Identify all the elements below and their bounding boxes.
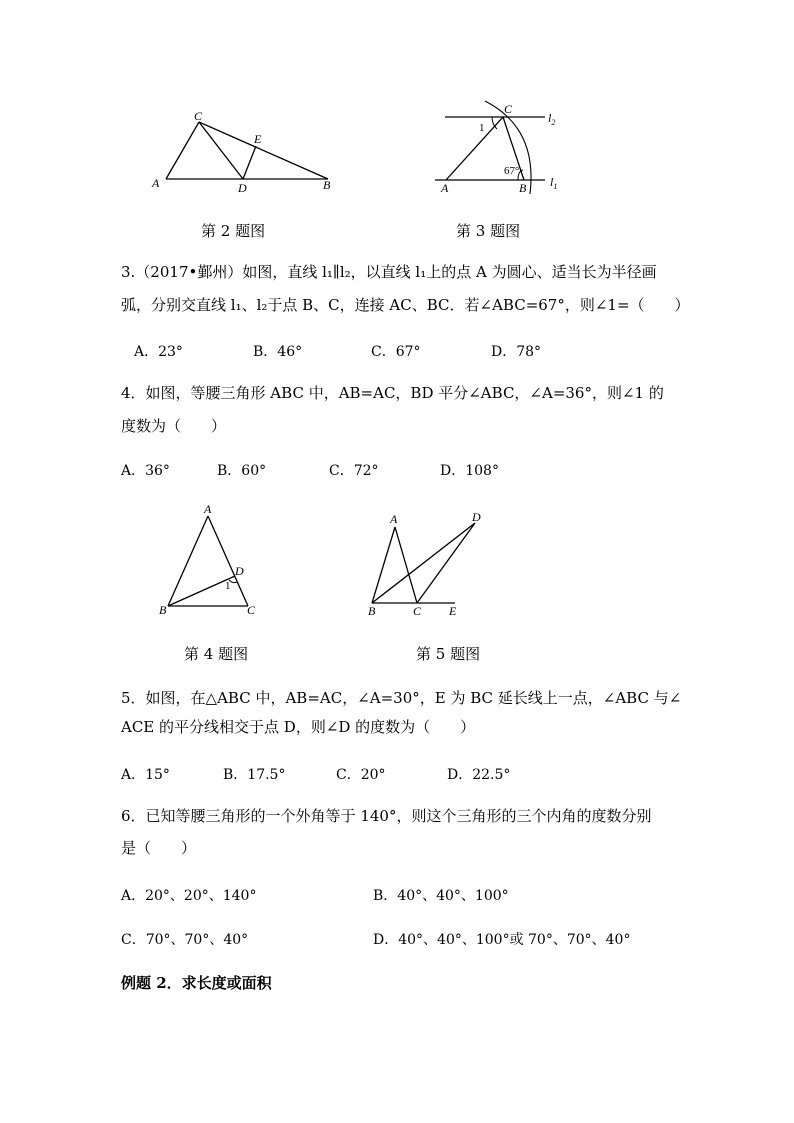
- fig3-label-l2: $l_2$: [548, 111, 556, 127]
- question-5-line-1: 5．如图，在△ABC 中，AB=AC，∠A=30°，E 为 BC 延长线上一点，∠ABC 与∠: [121, 689, 682, 707]
- q3-option-b: B．46°: [253, 344, 303, 360]
- question-4-line-1: 4．如图，等腰三角形 ABC 中，AB=AC，BD 平分∠ABC，∠A=36°，则∠1 的: [121, 384, 664, 402]
- fig4-label-D: D: [235, 564, 244, 578]
- fig3-label-B: B: [519, 181, 527, 195]
- fig3-angle-1: 1: [479, 122, 485, 134]
- q3-option-c: C．67°: [371, 344, 421, 360]
- fig5-label-B: B: [368, 604, 376, 618]
- fig4-caption: 第 4 题图: [184, 645, 249, 663]
- q4-option-a: A．36°: [121, 463, 170, 479]
- q3-option-d: D．78°: [491, 344, 542, 360]
- question-4-line-2: 度数为（ ）: [121, 417, 227, 435]
- fig3-label-A: A: [441, 181, 449, 195]
- fig3-angle-67: 67°: [504, 165, 520, 177]
- fig5-label-C: C: [413, 604, 422, 618]
- q6-option-a: A．20°、20°、140°: [121, 888, 257, 904]
- question-6-line-1: 6．已知等腰三角形的一个外角等于 140°，则这个三角形的三个内角的度数分别: [121, 807, 652, 825]
- fig2-label-E: E: [254, 132, 262, 146]
- fig4-label-A: A: [204, 502, 212, 516]
- fig2-label-B: B: [323, 178, 331, 192]
- q4-option-c: C．72°: [329, 463, 379, 479]
- fig3-label-C: C: [504, 102, 513, 116]
- fig3-caption: 第 3 题图: [456, 222, 521, 240]
- question-5-line-2: ACE 的平分线相交于点 D，则∠D 的度数为（ ）: [121, 718, 476, 736]
- fig4-angle-1: 1: [225, 580, 231, 592]
- question-3-line-2: 弧，分别交直线 l₁、l₂于点 B、C，连接 AC、BC．若∠ABC=67°，则∠1=（ ）: [121, 296, 690, 314]
- q6-option-b: B．40°、40°、100°: [373, 888, 509, 904]
- fig2-label-D: D: [238, 181, 247, 195]
- fig5-label-D: D: [472, 510, 481, 524]
- q3-option-a: A．23°: [134, 344, 183, 360]
- fig3-label-l1: $l_1$: [550, 175, 558, 191]
- figure-5: [360, 505, 495, 620]
- fig5-caption: 第 5 题图: [416, 645, 481, 663]
- question-6-line-2: 是（ ）: [121, 839, 197, 857]
- fig4-label-B: B: [159, 603, 167, 617]
- q6-option-d: D．40°、40°、100°或 70°、70°、40°: [373, 932, 631, 948]
- q5-option-b: B．17.5°: [223, 767, 286, 783]
- fig2-label-A: A: [152, 176, 160, 190]
- fig2-caption: 第 2 题图: [201, 222, 266, 240]
- question-3-line-1: 3.（2017•鄞州）如图，直线 l₁∥l₂，以直线 l₁上的点 A 为圆心、适当长为半径画: [121, 263, 657, 281]
- figure-2: [140, 105, 340, 200]
- q5-option-c: C．20°: [336, 767, 386, 783]
- q4-option-d: D．108°: [440, 463, 499, 479]
- figure-4: [150, 500, 270, 620]
- fig5-label-A: A: [390, 512, 398, 526]
- q4-option-b: B．60°: [217, 463, 267, 479]
- q5-option-a: A．15°: [121, 767, 170, 783]
- q6-option-c: C．70°、70°、40°: [121, 932, 249, 948]
- example-2-heading: 例题 2．求长度或面积: [121, 974, 272, 992]
- fig4-label-C: C: [247, 603, 256, 617]
- figure-3: [430, 98, 575, 198]
- fig5-label-E: E: [449, 604, 457, 618]
- fig2-label-C: C: [194, 109, 203, 123]
- q5-option-d: D．22.5°: [447, 767, 511, 783]
